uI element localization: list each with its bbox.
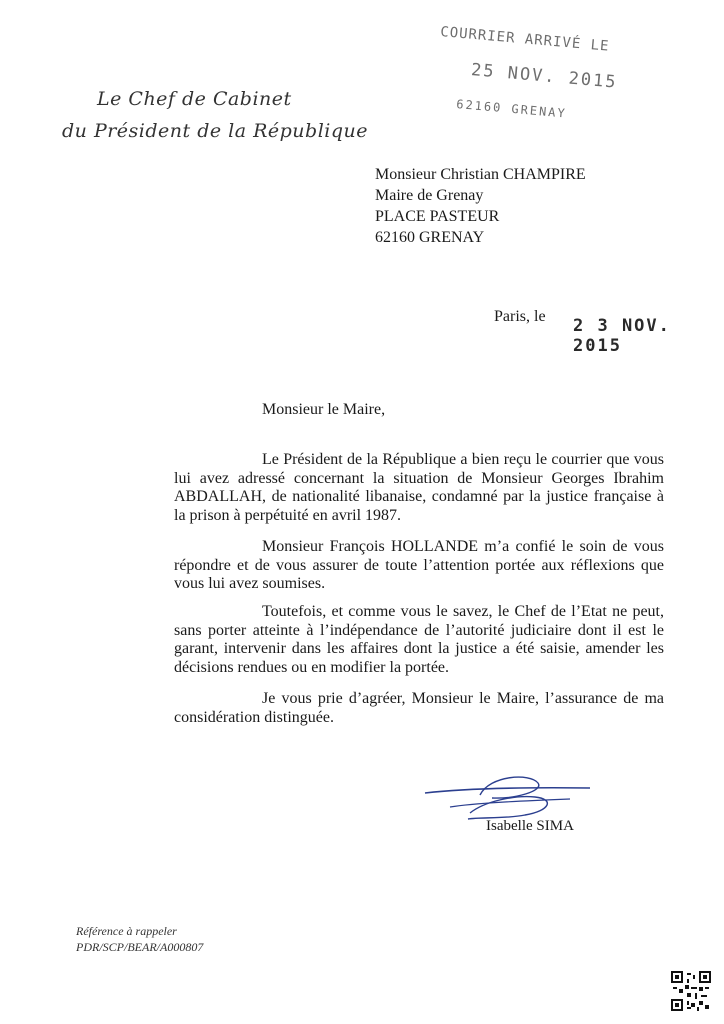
reference-code: PDR/SCP/BEAR/A000807 [76, 940, 204, 954]
date-stamp: 2 3 NOV. 2015 [573, 316, 671, 356]
body-paragraph-2: Monsieur François HOLLANDE m’a confié le soin de vous répondre et de vous assurer de toute l’attention portée aux réflexions que vous lui avez soumises. [174, 538, 664, 592]
place-label: Paris, le [494, 308, 546, 325]
body-paragraph-4: Je vous prie d’agréer, Monsieur le Maire, l’assurance de ma considération distinguée. [174, 690, 664, 726]
recipient-name: Monsieur Christian CHAMPIRE [375, 166, 586, 183]
received-stamp-title: COURRIER ARRIVÉ LE [439, 24, 611, 55]
qr-code-icon [671, 971, 711, 1011]
signer-name: Isabelle SIMA [486, 818, 574, 834]
reference-label: Référence à rappeler [76, 924, 177, 938]
recipient-city: 62160 GRENAY [375, 229, 485, 246]
letterhead-line-1: Le Chef de Cabinet [97, 88, 292, 110]
salutation: Monsieur le Maire, [262, 401, 386, 418]
letterhead-line-2: du Président de la République [62, 120, 368, 142]
body-paragraph-1: Le Président de la République a bien reçu le courrier que vous lui avez adressé concernant la situation de Monsieur Georges Ibrahim ABDALLAH, de nationalité libanaise, condamné par la justice française à la prison à perpétuité en avril 1987. [174, 451, 664, 524]
recipient-title: Maire de Grenay [375, 187, 484, 204]
recipient-address [375, 164, 586, 248]
recipient-street: PLACE PASTEUR [375, 208, 500, 225]
body-paragraph-3: Toutefois, et comme vous le savez, le Chef de l’Etat ne peut, sans porter atteinte à l’indépendance de l’autorité judiciaire dont il est le garant, intervenir dans les affaires dont la justice a été saisie, amender les décisions rendues ou en modifier la portée. [174, 603, 664, 676]
received-stamp-date: 25 NOV. 2015 [470, 60, 619, 93]
received-stamp-city: 62160 GRENAY [455, 97, 568, 121]
reference-block [76, 923, 203, 955]
